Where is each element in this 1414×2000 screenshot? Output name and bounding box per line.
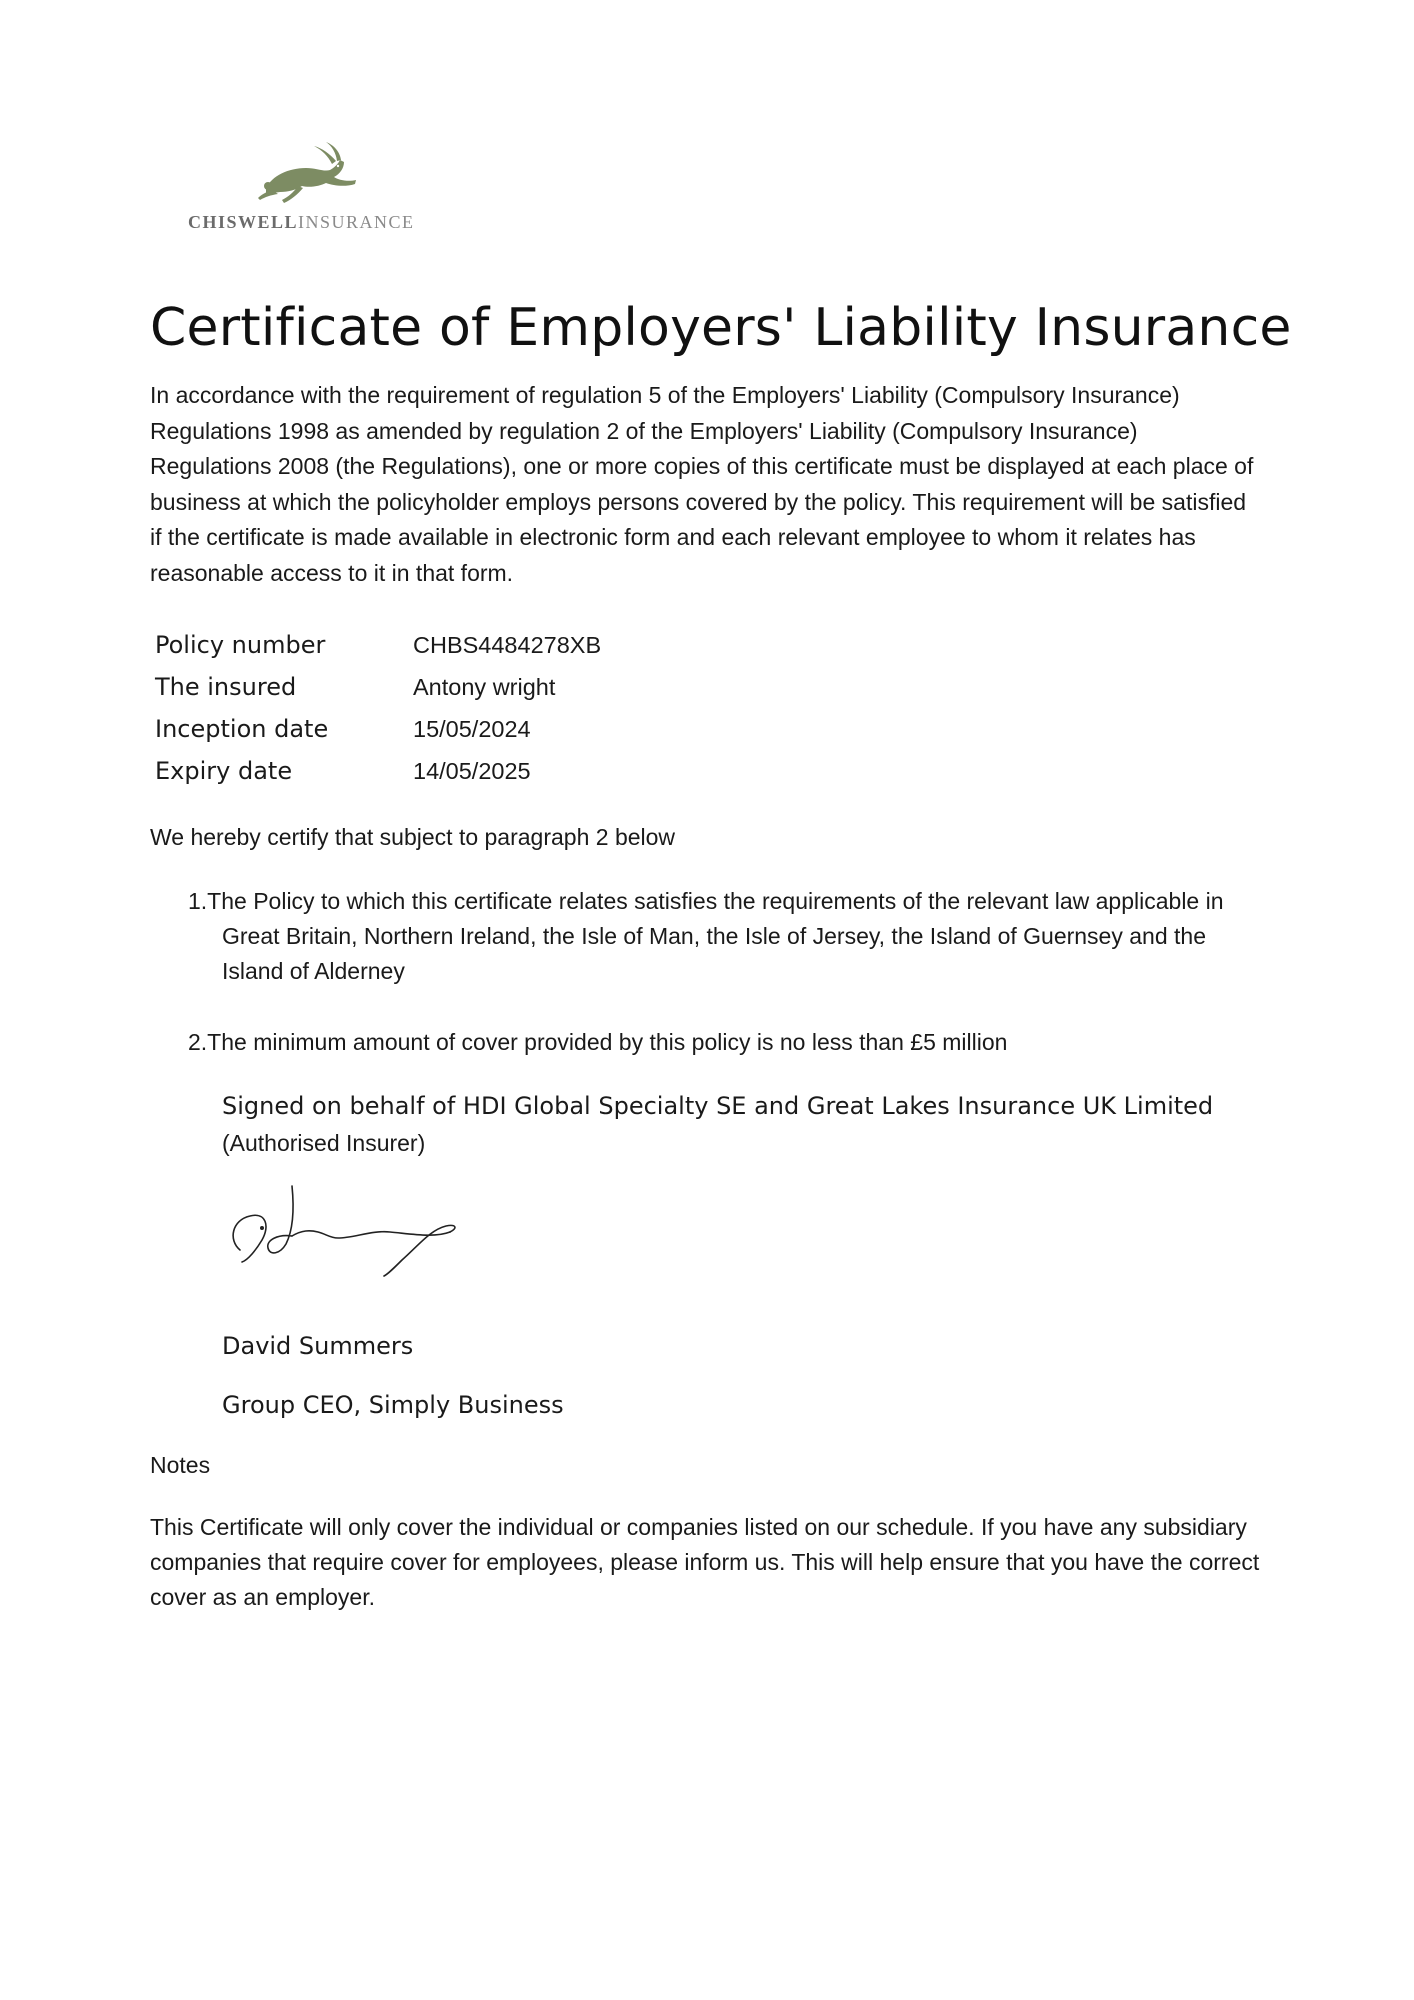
logo-brand-secondary: INSURANCE — [298, 212, 415, 232]
authorised-insurer: (Authorised Insurer) — [222, 1130, 426, 1156]
detail-value: 14/05/2025 — [413, 757, 531, 784]
logo-wordmark — [188, 212, 415, 233]
logo-brand-primary: CHISWELL — [188, 212, 299, 232]
signer-name: David Summers — [222, 1332, 414, 1360]
detail-label: Inception date — [155, 715, 329, 743]
detail-row-expiry-date — [155, 750, 601, 792]
signer-title: Group CEO, Simply Business — [222, 1391, 564, 1419]
intro-paragraph: In accordance with the requirement of regulation 5 of the Employers' Liability (Compulsory Insurance) Regulations 1998 as amended by regulation 2 of the Employers' Liability (Compulsory Insurance) Regulations 2008 (the Regulations), one or more copies of this certificate must be displayed at each place of business at which the policyholder employs persons covered by the policy. This requirement will be satisfied if the certificate is made available in electronic form and each relevant employee to whom it relates has reasonable access to it in that form. — [150, 382, 1254, 586]
detail-value: Antony wright — [413, 673, 556, 700]
hare-icon — [258, 142, 358, 204]
detail-label: The insured — [155, 673, 297, 701]
paragraph-1: 1.The Policy to which this certificate relates satisfies the requirements of the relevant law applicable in Great Britain, Northern Ireland, the Isle of Man, the Isle of Jersey, the Island of Guernsey and the Island of Alderney — [188, 888, 1224, 984]
detail-row-inception-date — [155, 708, 601, 750]
detail-row-policy-number — [155, 624, 601, 666]
signed-on-behalf: Signed on behalf of HDI Global Specialty SE and Great Lakes Insurance UK Limited — [222, 1092, 1214, 1120]
detail-label: Policy number — [155, 631, 326, 659]
notes-text: This Certificate will only cover the individual or companies listed on our schedule. If you have any subsidiary companies that require cover for employees, please inform us. This will help ensure that you have the correct cover as an employer. — [150, 1514, 1260, 1610]
detail-value: 15/05/2024 — [413, 715, 531, 742]
detail-value: CHBS4484278XB — [413, 631, 602, 658]
signature-image — [222, 1184, 522, 1294]
detail-row-insured — [155, 666, 601, 708]
detail-label: Expiry date — [155, 757, 293, 785]
page-title: Certificate of Employers' Liability Insurance — [150, 298, 1292, 358]
certify-statement: We hereby certify that subject to paragraph 2 below — [150, 824, 676, 850]
notes-heading: Notes — [150, 1452, 211, 1478]
paragraph-2: 2.The minimum amount of cover provided by this policy is no less than £5 million — [188, 1029, 1008, 1055]
policy-details — [155, 624, 601, 792]
company-logo — [188, 142, 448, 242]
